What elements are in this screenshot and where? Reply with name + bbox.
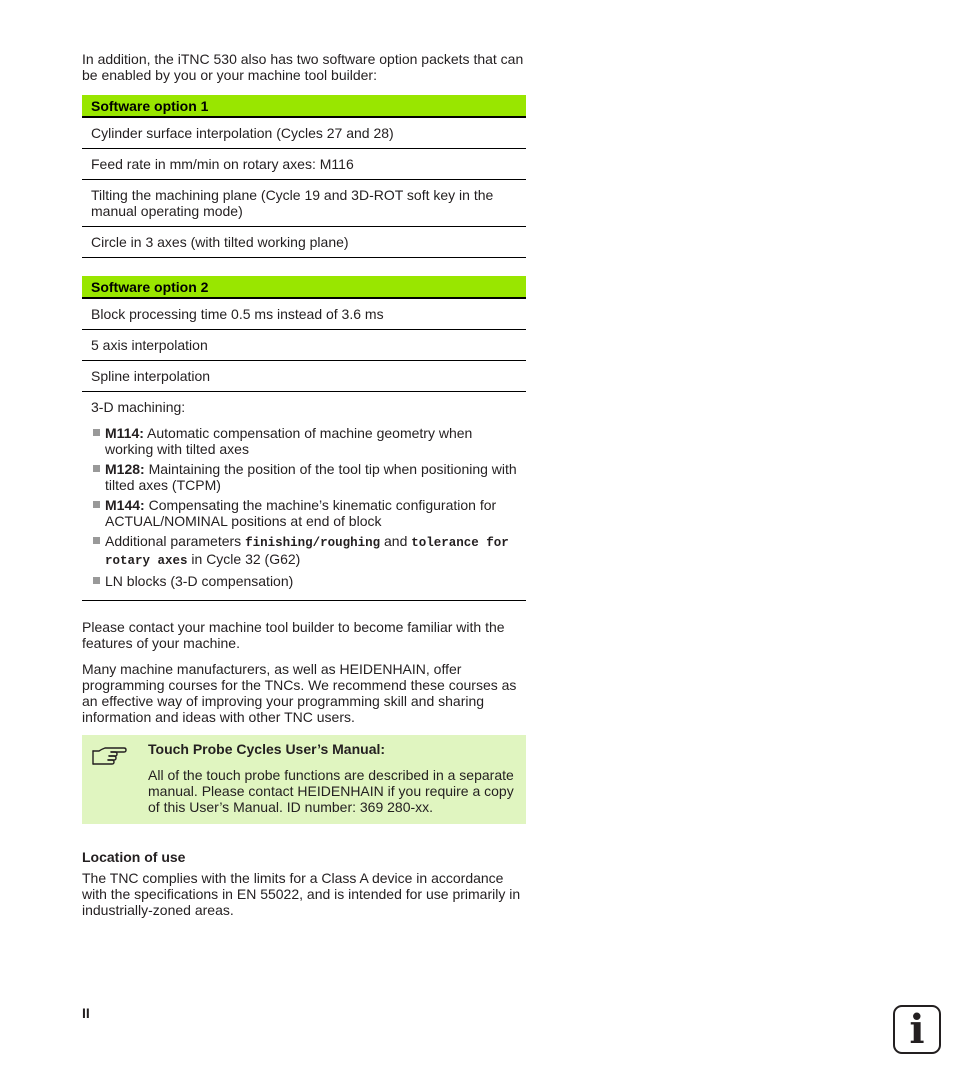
list-item <box>91 425 517 457</box>
bullet-square-icon <box>93 577 100 584</box>
software-option-1-table <box>82 95 526 258</box>
main-column <box>82 51 526 918</box>
table-row: Block processing time 0.5 ms instead of 3.6 ms <box>82 298 526 330</box>
software-option-2-table <box>82 276 526 601</box>
table-row: Cylinder surface interpolation (Cycles 27 and 28) <box>82 117 526 149</box>
param-finishing-roughing: finishing/roughing <box>245 536 381 550</box>
list-item <box>91 573 517 589</box>
m-code: M114: <box>105 425 144 441</box>
list-item-text: Automatic compensation of machine geometry when working with tilted axes <box>105 425 473 457</box>
table-row: 5 axis interpolation <box>82 330 526 361</box>
params-post: in Cycle 32 (G62) <box>187 551 301 567</box>
params-mid: and <box>380 533 412 549</box>
list-item <box>91 461 517 493</box>
note-body: All of the touch probe functions are described in a separate manual. Please contact HEIDENHAIN if you require a copy of this User’s Manual. ID number: 369 280-xx. <box>148 767 514 815</box>
m-code: M128: <box>105 461 145 477</box>
note-box <box>82 735 526 824</box>
location-body: The TNC complies with the limits for a Class A device in accordance with the specifications in EN 55022, and is intended for use primarily in industrially-zoned areas. <box>82 870 521 918</box>
list-item-text: Compensating the machine’s kinematic configuration for ACTUAL/NOMINAL positions at end of block <box>105 497 497 529</box>
list-item-text: Maintaining the position of the tool tip when positioning with tilted axes (TCPM) <box>105 461 517 493</box>
list-item <box>91 497 517 529</box>
table-row: Circle in 3 axes (with tilted working plane) <box>82 227 526 258</box>
software-option-1-header: Software option 1 <box>82 95 526 117</box>
table-row-3d-machining <box>82 392 526 601</box>
list-item <box>91 533 517 569</box>
pointing-hand-icon <box>91 745 127 769</box>
courses-paragraph: Many machine manufacturers, as well as HEIDENHAIN, offer programming courses for the TNCs. We recommend these courses as an effective way of improving your programming skill and sharing information and ideas with other TNC users. <box>82 661 517 725</box>
page-number: II <box>82 1005 90 1021</box>
param-tolerance-rotary-axes: tolerance for rotary axes <box>105 536 509 568</box>
params-pre: Additional parameters <box>105 533 246 549</box>
software-option-2-header: Software option 2 <box>82 276 526 298</box>
bullet-square-icon <box>93 465 100 472</box>
table-row: Feed rate in mm/min on rotary axes: M116 <box>82 149 526 180</box>
contact-paragraph: Please contact your machine tool builder to become familiar with the features of your machine. <box>82 619 505 651</box>
info-icon: i <box>893 1005 941 1054</box>
machining-list <box>91 425 517 589</box>
bullet-square-icon <box>93 501 100 508</box>
machining-label: 3-D machining: <box>91 399 186 415</box>
note-title: Touch Probe Cycles User’s Manual: <box>148 741 386 757</box>
bullet-square-icon <box>93 537 100 544</box>
table-row: Tilting the machining plane (Cycle 19 and 3D-ROT soft key in the manual operating mode) <box>82 180 526 227</box>
bullet-square-icon <box>93 429 100 436</box>
location-heading: Location of use <box>82 849 186 865</box>
table-row: Spline interpolation <box>82 361 526 392</box>
list-item-text: LN blocks (3-D compensation) <box>105 573 294 589</box>
intro-text: In addition, the iTNC 530 also has two software option packets that can be enabled by you or your machine tool builder: <box>82 51 524 83</box>
m-code: M144: <box>105 497 145 513</box>
